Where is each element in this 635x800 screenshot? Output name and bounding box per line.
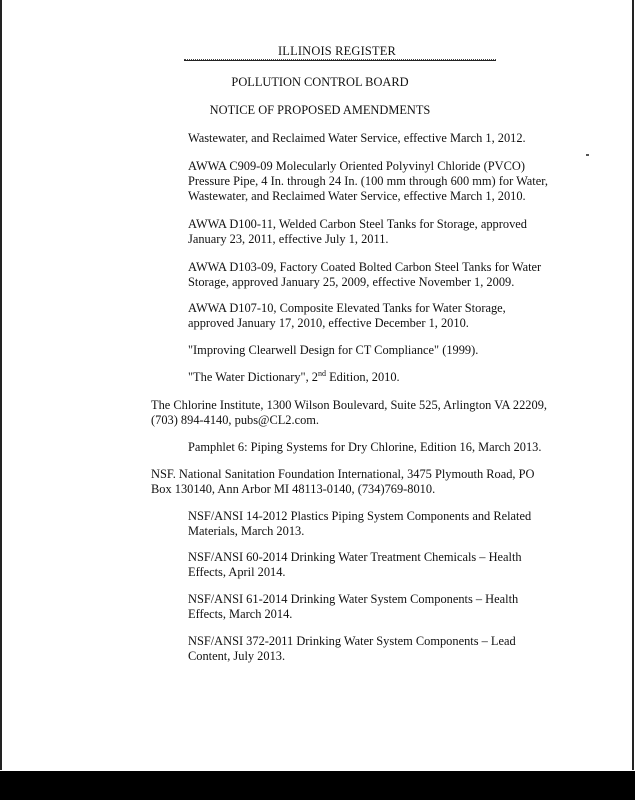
- paragraph-line: Wastewater, and Reclaimed Water Service, effective March 1, 2010.: [188, 189, 526, 203]
- paragraph-line: Effects, March 2014.: [188, 607, 293, 621]
- page-right-edge: [632, 0, 634, 770]
- paragraph-line: AWWA D107-10, Composite Elevated Tanks for Water Storage,: [188, 301, 506, 315]
- paragraph-line: AWWA C909-09 Molecularly Oriented Polyvinyl Chloride (PVCO): [188, 159, 525, 173]
- water-dictionary-line: [188, 370, 400, 385]
- notice-title: NOTICE OF PROPOSED AMENDMENTS: [209, 103, 431, 117]
- scan-bottom-band: [0, 771, 635, 800]
- paragraph-line: Box 130140, Ann Arbor MI 48113-0140, (734)769-8010.: [151, 482, 436, 496]
- board-name: POLLUTION CONTROL BOARD: [231, 75, 409, 89]
- header-dotted-rule: [184, 59, 496, 62]
- paragraph-line: Content, July 2013.: [188, 649, 286, 663]
- paragraph-line: Pamphlet 6: Piping Systems for Dry Chlorine, Edition 16, March 2013.: [188, 440, 542, 454]
- paragraph-line: NSF/ANSI 60-2014 Drinking Water Treatment Chemicals – Health: [188, 550, 522, 564]
- paragraph-line: NSF/ANSI 372-2011 Drinking Water System Components – Lead: [188, 634, 516, 648]
- paragraph-line: "Improving Clearwell Design for CT Compliance" (1999).: [188, 343, 479, 357]
- text-run: Edition, 2010.: [326, 370, 400, 384]
- paragraph-line: NSF/ANSI 61-2014 Drinking Water System Components – Health: [188, 592, 519, 606]
- paragraph-line: Effects, April 2014.: [188, 565, 286, 579]
- paragraph-line: Materials, March 2013.: [188, 524, 305, 538]
- paragraph-line: NSF. National Sanitation Foundation International, 3475 Plymouth Road, PO: [151, 467, 535, 481]
- paragraph-line: Wastewater, and Reclaimed Water Service, effective March 1, 2012.: [188, 131, 526, 145]
- page-left-edge: [0, 0, 2, 770]
- paragraph-line: approved January 17, 2010, effective December 1, 2010.: [188, 316, 469, 330]
- superscript: nd: [318, 368, 326, 378]
- paragraph-line: Pressure Pipe, 4 In. through 24 In. (100 mm through 600 mm) for Water,: [188, 174, 548, 188]
- paragraph-line: Storage, approved January 25, 2009, effective November 1, 2009.: [188, 275, 515, 289]
- paragraph-line: AWWA D100-11, Welded Carbon Steel Tanks for Storage, approved: [188, 217, 527, 231]
- paragraph-line: (703) 894-4140, pubs@CL2.com.: [151, 413, 319, 427]
- paragraph-line: The Chlorine Institute, 1300 Wilson Boulevard, Suite 525, Arlington VA 22209,: [151, 398, 547, 412]
- register-title: ILLINOIS REGISTER: [277, 44, 396, 58]
- paragraph-line: January 23, 2011, effective July 1, 2011.: [188, 232, 389, 246]
- scan-speck: [586, 154, 589, 156]
- text-run: "The Water Dictionary", 2: [188, 370, 318, 384]
- paragraph-line: AWWA D103-09, Factory Coated Bolted Carbon Steel Tanks for Water: [188, 260, 542, 274]
- paragraph-line: NSF/ANSI 14-2012 Plastics Piping System Components and Related: [188, 509, 532, 523]
